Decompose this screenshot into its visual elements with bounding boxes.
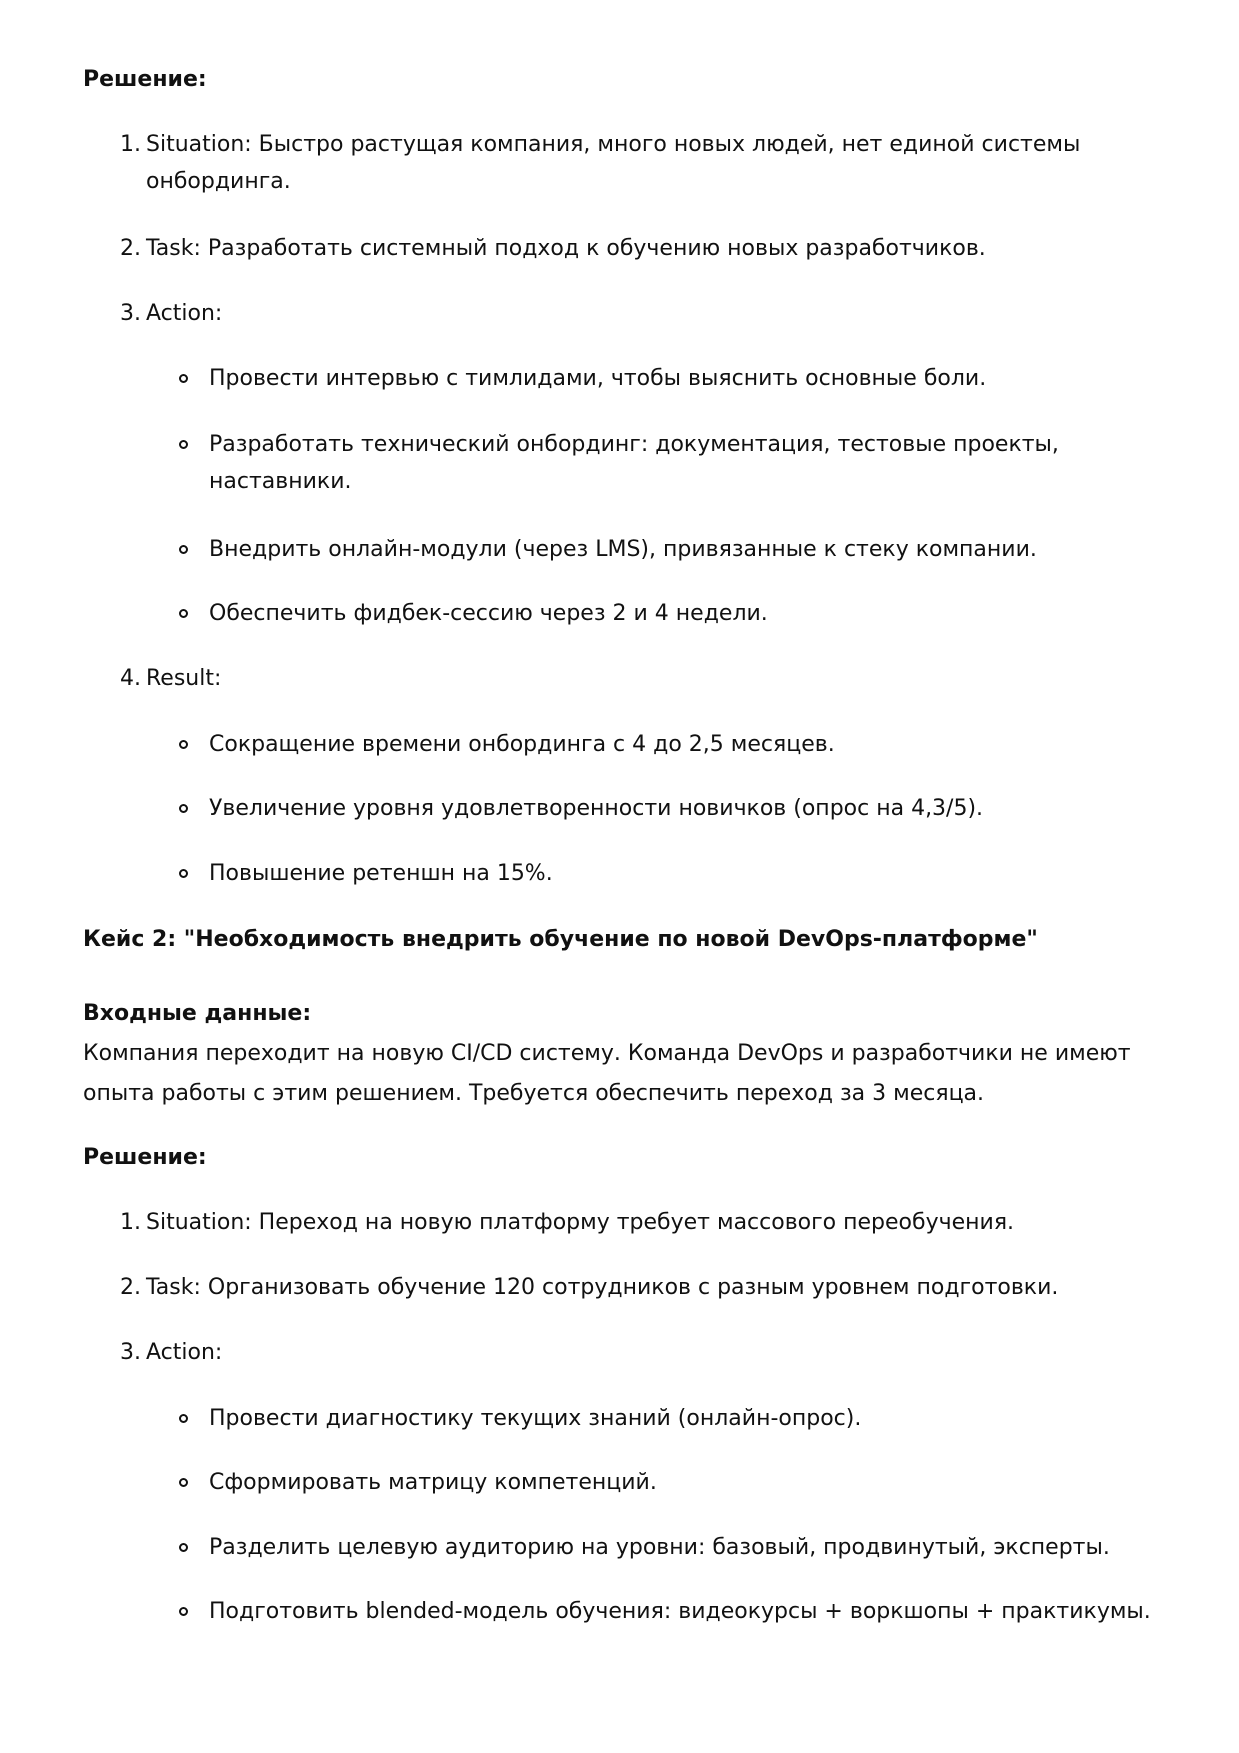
bullet-circle-icon (179, 869, 188, 878)
input-data-line-2: опыта работы с этим решением. Требуется обеспечить переход за 3 месяца. (83, 1081, 985, 1106)
list-number: 4. (120, 666, 141, 691)
bullet-circle-icon (179, 804, 188, 813)
solution-heading: Решение: (83, 1145, 207, 1170)
situation-line-2: онбординга. (146, 169, 291, 194)
action-bullet-cont: наставники. (209, 469, 352, 494)
list-number: 3. (120, 301, 141, 326)
bullet-circle-icon (179, 374, 188, 383)
bullet-circle-icon (179, 1607, 188, 1616)
bullet-circle-icon (179, 740, 188, 749)
result-bullet: Сокращение времени онбординга с 4 до 2,5 месяцев. (209, 732, 835, 757)
action-bullet: Сформировать матрицу компетенций. (209, 1470, 657, 1495)
action-bullet: Подготовить blended-модель обучения: видеокурсы + воркшопы + практикумы. (209, 1599, 1151, 1624)
situation-line: Situation: Переход на новую платформу требует массового переобучения. (146, 1210, 1015, 1235)
action-bullet: Обеспечить фидбек-сессию через 2 и 4 недели. (209, 601, 768, 626)
bullet-circle-icon (179, 1414, 188, 1423)
bullet-circle-icon (179, 1478, 188, 1487)
result-bullet: Повышение ретеншн на 15%. (209, 861, 553, 886)
list-number: 1. (120, 1210, 141, 1235)
action-label: Action: (146, 301, 223, 326)
bullet-circle-icon (179, 1543, 188, 1552)
situation-line-1: Situation: Быстро растущая компания, много новых людей, нет единой системы (146, 132, 1081, 157)
action-bullet: Внедрить онлайн-модули (через LMS), привязанные к стеку компании. (209, 537, 1037, 562)
list-number: 3. (120, 1340, 141, 1365)
list-number: 2. (120, 1275, 141, 1300)
action-label: Action: (146, 1340, 223, 1365)
result-label: Result: (146, 666, 222, 691)
case-2-title: Кейс 2: "Необходимость внедрить обучение по новой DevOps-платформе" (83, 927, 1038, 952)
list-number: 1. (120, 132, 141, 157)
input-data-line-1: Компания переходит на новую CI/CD систему. Команда DevOps и разработчики не имеют (83, 1041, 1131, 1066)
input-data-heading: Входные данные: (83, 1001, 312, 1026)
list-number: 2. (120, 236, 141, 261)
task-line: Task: Разработать системный подход к обучению новых разработчиков. (146, 236, 986, 261)
result-bullet: Увеличение уровня удовлетворенности новичков (опрос на 4,3/5). (209, 796, 984, 821)
action-bullet: Разделить целевую аудиторию на уровни: базовый, продвинутый, эксперты. (209, 1535, 1110, 1560)
action-bullet: Провести интервью с тимлидами, чтобы выяснить основные боли. (209, 366, 987, 391)
bullet-circle-icon (179, 545, 188, 554)
task-line: Task: Организовать обучение 120 сотрудников с разным уровнем подготовки. (146, 1275, 1059, 1300)
bullet-circle-icon (179, 609, 188, 618)
solution-heading: Решение: (83, 67, 207, 92)
action-bullet: Провести диагностику текущих знаний (онлайн-опрос). (209, 1406, 862, 1431)
bullet-circle-icon (179, 440, 188, 449)
action-bullet: Разработать технический онбординг: документация, тестовые проекты, (209, 432, 1059, 457)
